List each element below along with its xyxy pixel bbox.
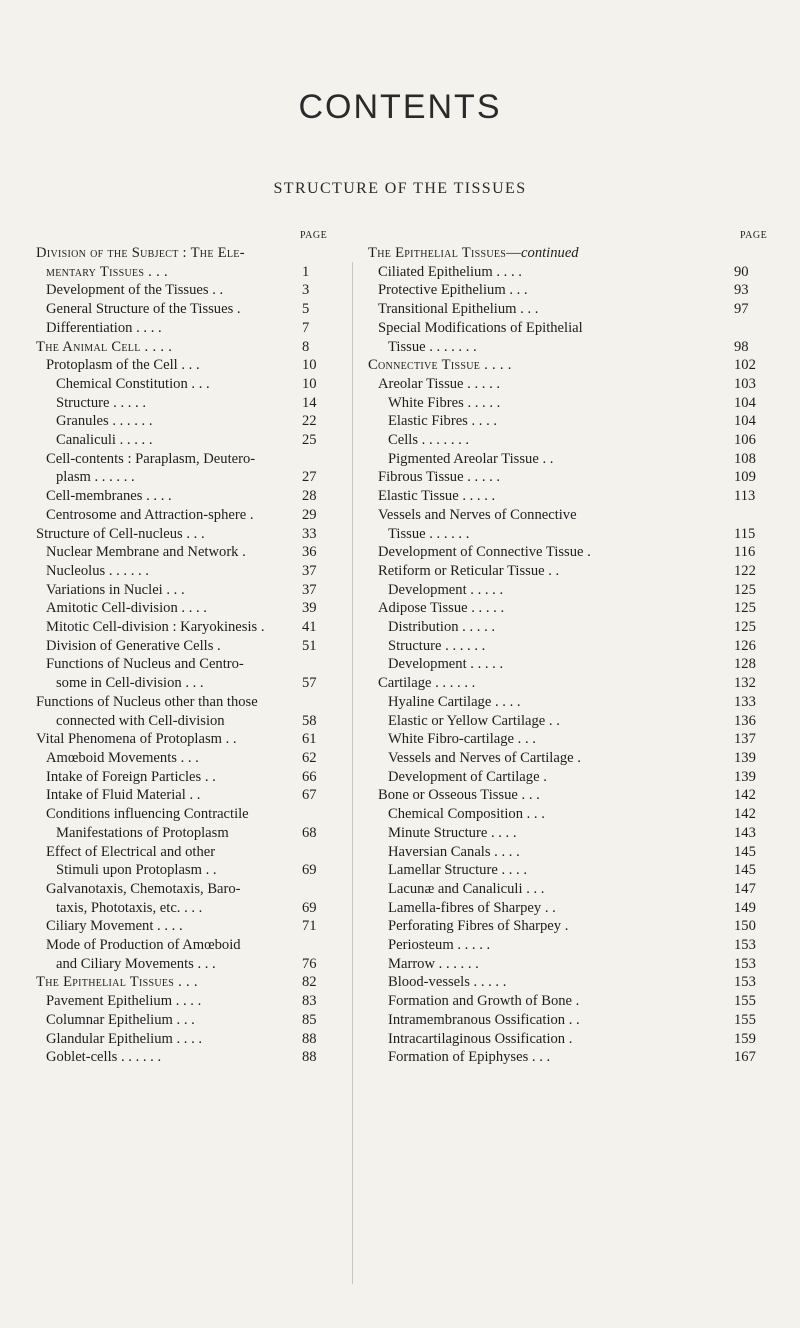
- toc-entry-title: White Fibres . . . . .: [388, 394, 501, 411]
- toc-entry-page: 22: [302, 413, 317, 430]
- toc-entry-title: Tissue . . . . . .: [388, 525, 470, 542]
- toc-entry-page: 7: [302, 319, 310, 336]
- toc-entry-page: 62: [302, 749, 317, 766]
- toc-entry: [36, 1030, 332, 1049]
- toc-entry: [368, 1030, 764, 1049]
- toc-entry-title: Development of Cartilage .: [388, 768, 547, 785]
- toc-entry-title: Vessels and Nerves of Connective: [378, 506, 577, 523]
- toc-entry-title: Centrosome and Attraction-sphere .: [46, 506, 254, 523]
- toc-entry-page: 27: [302, 469, 317, 486]
- toc-entry: [36, 824, 332, 843]
- toc-entry-title: Conditions influencing Contractile: [46, 806, 249, 823]
- toc-entry-title: Nucleolus . . . . . .: [46, 562, 149, 579]
- toc-entry-page: 136: [734, 712, 756, 729]
- toc-entry-title: Areolar Tissue . . . . .: [378, 375, 501, 392]
- toc-entry-title: mentary Tissues . . .: [46, 263, 168, 280]
- toc-entry: [368, 824, 764, 843]
- toc-entry-page: 159: [734, 1030, 756, 1047]
- toc-entry-page: 25: [302, 432, 317, 449]
- toc-entry: [36, 749, 332, 768]
- toc-entry-page: 106: [734, 432, 756, 449]
- toc-entry-page: 98: [734, 338, 749, 355]
- toc-entry: [36, 468, 332, 487]
- toc-entry-title: Lamella-fibres of Sharpey . .: [388, 899, 556, 916]
- toc-entry-title: Lamellar Structure . . . .: [388, 862, 527, 879]
- toc-entry: [36, 1048, 332, 1067]
- toc-entry: [368, 431, 764, 450]
- toc-entry: [36, 693, 332, 712]
- toc-entry: [36, 936, 332, 955]
- toc-entry-page: 149: [734, 899, 756, 916]
- contents-column-right: [368, 244, 764, 1067]
- toc-entry-title: White Fibro-cartilage . . .: [388, 731, 536, 748]
- toc-entry: [368, 263, 764, 282]
- toc-entry: [368, 637, 764, 656]
- toc-entry-page: 150: [734, 918, 756, 935]
- toc-entry-title: Fibrous Tissue . . . . .: [378, 469, 501, 486]
- toc-entry-page: 8: [302, 338, 310, 355]
- toc-entry: [36, 263, 332, 282]
- toc-entry: [368, 281, 764, 300]
- toc-entry: [36, 861, 332, 880]
- toc-entry-title: Canaliculi . . . . .: [56, 432, 153, 449]
- toc-entry: [36, 618, 332, 637]
- toc-entry: [36, 899, 332, 918]
- toc-entry-page: 68: [302, 824, 317, 841]
- toc-entry-title: Goblet-cells . . . . . .: [46, 1049, 162, 1066]
- toc-entry-page: 33: [302, 525, 317, 542]
- toc-entry-title: Division of Generative Cells .: [46, 637, 221, 654]
- toc-entry-title: Formation of Epiphyses . . .: [388, 1049, 551, 1066]
- toc-entry: [368, 730, 764, 749]
- toc-entry-page: 153: [734, 955, 756, 972]
- toc-entry-title: some in Cell-division . . .: [56, 675, 204, 692]
- toc-entry: [368, 506, 764, 525]
- toc-entry-title: and Ciliary Movements . . .: [56, 955, 216, 972]
- toc-entry: [368, 487, 764, 506]
- toc-entry-title: Vital Phenomena of Protoplasm . .: [36, 731, 237, 748]
- page-title: CONTENTS: [298, 88, 502, 126]
- toc-entry-title: Mitotic Cell-division : Karyokinesis .: [46, 619, 265, 636]
- toc-entry-title: The Animal Cell . . . .: [36, 338, 173, 355]
- toc-entry-title: Hyaline Cartilage . . . .: [388, 693, 521, 710]
- toc-entry-title: Retiform or Reticular Tissue . .: [378, 562, 560, 579]
- toc-entry-page: 76: [302, 955, 317, 972]
- toc-entry: [368, 562, 764, 581]
- column-divider: [352, 262, 353, 1284]
- toc-entry: [36, 487, 332, 506]
- toc-entry-title: Perforating Fibres of Sharpey .: [388, 918, 569, 935]
- toc-entry-page: 39: [302, 600, 317, 617]
- toc-entry: [368, 955, 764, 974]
- toc-entry-page: 167: [734, 1049, 756, 1066]
- toc-entry: [36, 562, 332, 581]
- toc-entry: [368, 917, 764, 936]
- toc-entry-page: 5: [302, 301, 310, 318]
- toc-entry: [36, 450, 332, 469]
- toc-entry-title: Special Modifications of Epithelial: [378, 319, 583, 336]
- toc-entry: [36, 356, 332, 375]
- toc-entry-title: Pigmented Areolar Tissue . .: [388, 450, 554, 467]
- toc-entry-page: 125: [734, 581, 756, 598]
- toc-entry: [368, 468, 764, 487]
- toc-entry: [368, 300, 764, 319]
- toc-entry-title: Chemical Constitution . . .: [56, 375, 210, 392]
- toc-entry-title: Amitotic Cell-division . . . .: [46, 600, 207, 617]
- toc-entry-page: 132: [734, 675, 756, 692]
- toc-entry-title: Development . . . . .: [388, 581, 504, 598]
- toc-entry-page: 125: [734, 600, 756, 617]
- toc-entry-title: Intracartilaginous Ossification .: [388, 1030, 573, 1047]
- toc-entry: [368, 338, 764, 357]
- toc-entry-title: Nuclear Membrane and Network .: [46, 544, 246, 561]
- toc-entry-page: 109: [734, 469, 756, 486]
- toc-entry: [368, 973, 764, 992]
- toc-entry: [368, 412, 764, 431]
- toc-entry: [36, 431, 332, 450]
- toc-entry: [36, 599, 332, 618]
- toc-entry: [36, 319, 332, 338]
- toc-entry: [36, 712, 332, 731]
- toc-entry-title: Galvanotaxis, Chemotaxis, Baro-: [46, 880, 241, 897]
- toc-entry-page: 61: [302, 731, 317, 748]
- toc-entry: [368, 356, 764, 375]
- page-column-label-right: PAGE: [740, 230, 768, 241]
- toc-entry-page: 57: [302, 675, 317, 692]
- toc-entry: [36, 525, 332, 544]
- toc-entry-title: Structure . . . . . .: [388, 637, 486, 654]
- toc-entry-title: Adipose Tissue . . . . .: [378, 600, 505, 617]
- toc-entry: [368, 805, 764, 824]
- toc-entry: [368, 581, 764, 600]
- toc-entry-title: Cells . . . . . . .: [388, 432, 470, 449]
- toc-entry: [368, 543, 764, 562]
- toc-entry-page: 116: [734, 544, 756, 561]
- toc-entry-title: Intake of Foreign Particles . .: [46, 768, 216, 785]
- continued-section-header: [368, 244, 764, 263]
- toc-entry-title: Blood-vessels . . . . .: [388, 974, 507, 991]
- toc-entry-title: Cartilage . . . . . .: [378, 675, 476, 692]
- section-heading: STRUCTURE OF THE TISSUES: [273, 180, 527, 197]
- toc-entry-page: 10: [302, 357, 317, 374]
- toc-entry-title: Division of the Subject : The Ele-: [36, 245, 245, 261]
- toc-entry: [36, 412, 332, 431]
- toc-entry-page: 36: [302, 544, 317, 561]
- toc-entry-page: 155: [734, 993, 756, 1010]
- toc-entry-page: 85: [302, 1011, 317, 1028]
- toc-entry: [368, 525, 764, 544]
- toc-entry-title: Haversian Canals . . . .: [388, 843, 520, 860]
- toc-entry-title: Protective Epithelium . . .: [378, 282, 528, 299]
- toc-entry-page: 153: [734, 974, 756, 991]
- toc-entry: [36, 992, 332, 1011]
- toc-entry-title: Variations in Nuclei . . .: [46, 581, 185, 598]
- toc-entry-page: 145: [734, 862, 756, 879]
- toc-entry-title: Development of Connective Tissue .: [378, 544, 591, 561]
- toc-entry: [368, 394, 764, 413]
- toc-entry-page: 14: [302, 394, 317, 411]
- toc-entry-title: Protoplasm of the Cell . . .: [46, 357, 200, 374]
- toc-entry-title: Structure . . . . .: [56, 394, 146, 411]
- toc-entry: [368, 936, 764, 955]
- toc-entry-page: 108: [734, 450, 756, 467]
- toc-entry-title: Development . . . . .: [388, 656, 504, 673]
- toc-entry-page: 66: [302, 768, 317, 785]
- toc-entry: [36, 543, 332, 562]
- toc-entry: [36, 281, 332, 300]
- toc-entry-title: Periosteum . . . . .: [388, 937, 491, 954]
- toc-entry: [368, 1048, 764, 1067]
- toc-entry: [36, 955, 332, 974]
- toc-entry-title: Ciliary Movement . . . .: [46, 918, 183, 935]
- toc-entry-page: 82: [302, 974, 317, 991]
- toc-entry: [368, 880, 764, 899]
- toc-entry-title: Manifestations of Protoplasm: [56, 824, 229, 841]
- toc-entry-page: 97: [734, 301, 749, 318]
- toc-entry-title: Intake of Fluid Material . .: [46, 787, 201, 804]
- toc-entry-page: 126: [734, 637, 756, 654]
- toc-entry-page: 125: [734, 619, 756, 636]
- toc-entry-title: Transitional Epithelium . . .: [378, 301, 539, 318]
- toc-entry-page: 153: [734, 937, 756, 954]
- toc-entry-title: Elastic Fibres . . . .: [388, 413, 498, 430]
- toc-entry-page: 137: [734, 731, 756, 748]
- toc-entry-page: 71: [302, 918, 317, 935]
- toc-entry: [368, 375, 764, 394]
- toc-entry-page: 37: [302, 581, 317, 598]
- toc-entry-title: Marrow . . . . . .: [388, 955, 479, 972]
- toc-entry: [36, 394, 332, 413]
- toc-entry: [36, 581, 332, 600]
- toc-entry-page: 115: [734, 525, 756, 542]
- toc-entry-title: Formation and Growth of Bone .: [388, 993, 580, 1010]
- toc-entry-title: Vessels and Nerves of Cartilage .: [388, 749, 581, 766]
- toc-entry: [36, 973, 332, 992]
- toc-entry-title: Distribution . . . . .: [388, 619, 496, 636]
- toc-entry-title: Elastic or Yellow Cartilage . .: [388, 712, 560, 729]
- toc-entry-page: 104: [734, 394, 756, 411]
- page-column-label-left: PAGE: [300, 230, 328, 241]
- toc-entry-page: 122: [734, 562, 756, 579]
- continued-section-title: The Epithelial Tissues—: [368, 245, 522, 261]
- toc-entry: [36, 843, 332, 862]
- toc-entry: [36, 506, 332, 525]
- toc-entry-title: Intramembranous Ossification . .: [388, 1011, 580, 1028]
- toc-entry-page: 128: [734, 656, 756, 673]
- toc-entry-page: 10: [302, 375, 317, 392]
- toc-entry: [368, 618, 764, 637]
- toc-entry-page: 139: [734, 768, 756, 785]
- toc-entry-page: 67: [302, 787, 317, 804]
- toc-entry: [368, 992, 764, 1011]
- toc-entry-title: taxis, Phototaxis, etc. . . .: [56, 899, 203, 916]
- toc-entry-title: Lacunæ and Canaliculi . . .: [388, 880, 545, 897]
- toc-entry-page: 113: [734, 488, 756, 505]
- toc-entry-page: 145: [734, 843, 756, 860]
- toc-entry-page: 93: [734, 282, 749, 299]
- toc-entry-title: Cell-membranes . . . .: [46, 488, 172, 505]
- toc-entry-title: plasm . . . . . .: [56, 469, 135, 486]
- toc-entry: [368, 450, 764, 469]
- toc-entry: [36, 786, 332, 805]
- toc-entry-title: Chemical Composition . . .: [388, 806, 545, 823]
- toc-entry-page: 3: [302, 282, 310, 299]
- toc-entry: [36, 805, 332, 824]
- toc-entry-title: connected with Cell-division: [56, 712, 225, 729]
- toc-entry-page: 133: [734, 693, 756, 710]
- continued-label: continued: [521, 245, 579, 261]
- toc-entry-page: 104: [734, 413, 756, 430]
- toc-entry: [36, 880, 332, 899]
- toc-entry: [368, 768, 764, 787]
- toc-entry: [368, 712, 764, 731]
- toc-entry-page: 147: [734, 880, 756, 897]
- toc-entry: [36, 917, 332, 936]
- toc-entry-page: 58: [302, 712, 317, 729]
- toc-entry-title: Mode of Production of Amœboid: [46, 937, 241, 954]
- toc-entry-page: 69: [302, 862, 317, 879]
- toc-entry-title: Cell-contents : Paraplasm, Deutero-: [46, 450, 256, 467]
- toc-entry-title: Columnar Epithelium . . .: [46, 1011, 195, 1028]
- toc-entry-title: Functions of Nucleus and Centro-: [46, 656, 244, 673]
- toc-entry: [368, 899, 764, 918]
- toc-entry: [36, 1011, 332, 1030]
- toc-entry-page: 28: [302, 488, 317, 505]
- toc-entry: [368, 749, 764, 768]
- toc-entry: [368, 843, 764, 862]
- toc-entry-page: 29: [302, 506, 317, 523]
- toc-entry: [368, 1011, 764, 1030]
- toc-entry-title: Differentiation . . . .: [46, 319, 162, 336]
- toc-entry-page: 37: [302, 562, 317, 579]
- toc-entry-page: 155: [734, 1011, 756, 1028]
- toc-entry: [368, 861, 764, 880]
- toc-entry-title: Ciliated Epithelium . . . .: [378, 263, 522, 280]
- toc-entry: [36, 674, 332, 693]
- toc-entry: [36, 338, 332, 357]
- toc-entry-title: Tissue . . . . . . .: [388, 338, 477, 355]
- toc-entry-title: Structure of Cell-nucleus . . .: [36, 525, 205, 542]
- contents-column-left: [36, 244, 332, 1067]
- toc-entry-page: 88: [302, 1049, 317, 1066]
- toc-entry-title: Amœboid Movements . . .: [46, 749, 199, 766]
- toc-entry-title: Connective Tissue . . . .: [368, 357, 512, 374]
- toc-entry-title: Development of the Tissues . .: [46, 282, 224, 299]
- toc-entry-title: Effect of Electrical and other: [46, 843, 216, 860]
- toc-entry-page: 41: [302, 619, 317, 636]
- toc-entry: [36, 655, 332, 674]
- toc-entry-page: 142: [734, 806, 756, 823]
- toc-entry-page: 1: [302, 263, 310, 280]
- toc-entry: [36, 244, 332, 263]
- toc-entry-title: Bone or Osseous Tissue . . .: [378, 787, 540, 804]
- toc-entry-page: 102: [734, 357, 756, 374]
- toc-entry-page: 83: [302, 993, 317, 1010]
- toc-entry: [368, 786, 764, 805]
- toc-entry: [368, 655, 764, 674]
- toc-entry: [368, 599, 764, 618]
- toc-entry-title: General Structure of the Tissues .: [46, 301, 241, 318]
- toc-entry: [368, 693, 764, 712]
- toc-entry: [36, 730, 332, 749]
- toc-entry-page: 143: [734, 824, 756, 841]
- toc-entry-page: 69: [302, 899, 317, 916]
- toc-entry-title: Pavement Epithelium . . . .: [46, 993, 202, 1010]
- toc-entry-title: Elastic Tissue . . . . .: [378, 488, 496, 505]
- toc-entry-page: 88: [302, 1030, 317, 1047]
- toc-entry: [36, 300, 332, 319]
- toc-entry: [36, 768, 332, 787]
- toc-entry-title: Minute Structure . . . .: [388, 824, 517, 841]
- toc-entry-page: 103: [734, 375, 756, 392]
- toc-entry-page: 51: [302, 637, 317, 654]
- toc-entry: [368, 674, 764, 693]
- toc-entry: [36, 375, 332, 394]
- toc-entry-page: 90: [734, 263, 749, 280]
- toc-entry-title: Glandular Epithelium . . . .: [46, 1030, 203, 1047]
- toc-entry-title: Granules . . . . . .: [56, 413, 153, 430]
- toc-entry-title: Stimuli upon Protoplasm . .: [56, 862, 217, 879]
- toc-entry-page: 139: [734, 749, 756, 766]
- toc-entry-title: Functions of Nucleus other than those: [36, 693, 258, 710]
- toc-entry-title: The Epithelial Tissues . . .: [36, 974, 198, 991]
- toc-entry: [36, 637, 332, 656]
- toc-entry-page: 142: [734, 787, 756, 804]
- toc-entry: [368, 319, 764, 338]
